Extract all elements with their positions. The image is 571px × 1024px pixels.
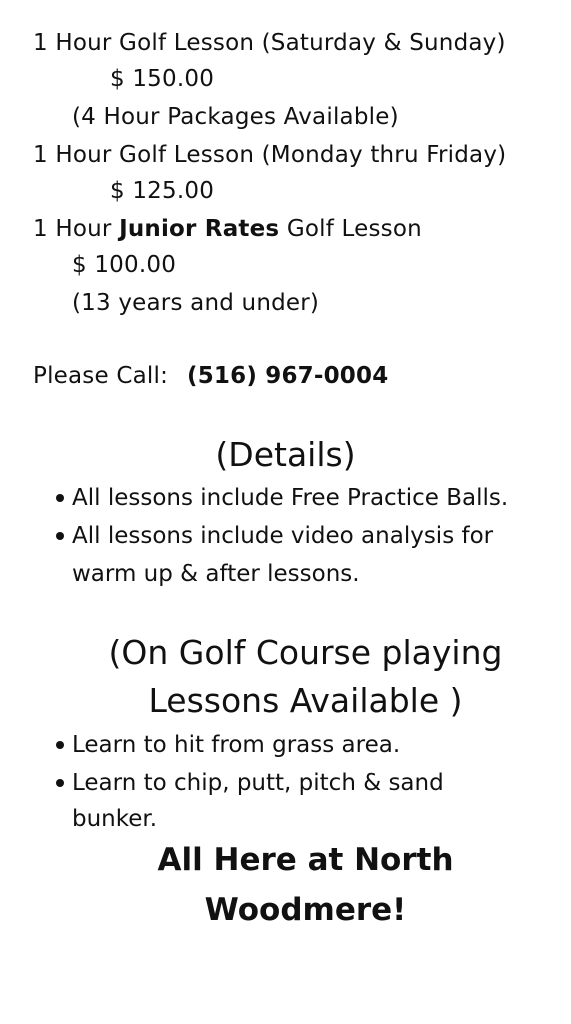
closing-line2: Woodmere!	[204, 892, 407, 928]
course-heading-line1: (On Golf Course playing	[108, 633, 503, 672]
rate-junior-title-bold: Junior Rates	[119, 216, 280, 242]
bullet-icon	[56, 741, 64, 749]
details-bullet-free-balls: All lessons include Free Practice Balls.	[72, 485, 509, 511]
rate-junior-title	[33, 214, 422, 244]
contact-phone: (516) 967-0004	[187, 363, 389, 389]
course-heading-line2: Lessons Available )	[148, 681, 463, 720]
rate-weekend-package-note: (4 Hour Packages Available)	[72, 104, 399, 130]
details-heading: (Details)	[215, 435, 356, 474]
rate-weekend-title: 1 Hour Golf Lesson (Saturday & Sunday)	[33, 30, 506, 56]
rate-junior-title-end: Golf Lesson	[279, 216, 422, 242]
bullet-icon	[56, 532, 64, 540]
rate-junior-title-start: 1 Hour	[33, 216, 120, 242]
rate-weekday-title: 1 Hour Golf Lesson (Monday thru Friday)	[33, 142, 507, 168]
rate-junior-age-note: (13 years and under)	[72, 290, 320, 316]
details-bullet-video-analysis-cont: warm up & after lessons.	[72, 561, 360, 587]
details-bullet-video-analysis: All lessons include video analysis for	[72, 523, 494, 549]
contact-label: Please Call:	[33, 363, 169, 389]
rate-weekday-price: $ 125.00	[110, 178, 215, 204]
bullet-icon	[56, 494, 64, 502]
rate-junior-price: $ 100.00	[72, 252, 177, 278]
course-bullet-short-game-cont: bunker.	[72, 806, 158, 832]
rate-weekend-price: $ 150.00	[110, 66, 215, 92]
course-bullet-short-game: Learn to chip, putt, pitch & sand	[72, 770, 444, 796]
bullet-icon	[56, 779, 64, 787]
course-bullet-grass: Learn to hit from grass area.	[72, 732, 401, 758]
closing-line1: All Here at North	[157, 842, 454, 878]
